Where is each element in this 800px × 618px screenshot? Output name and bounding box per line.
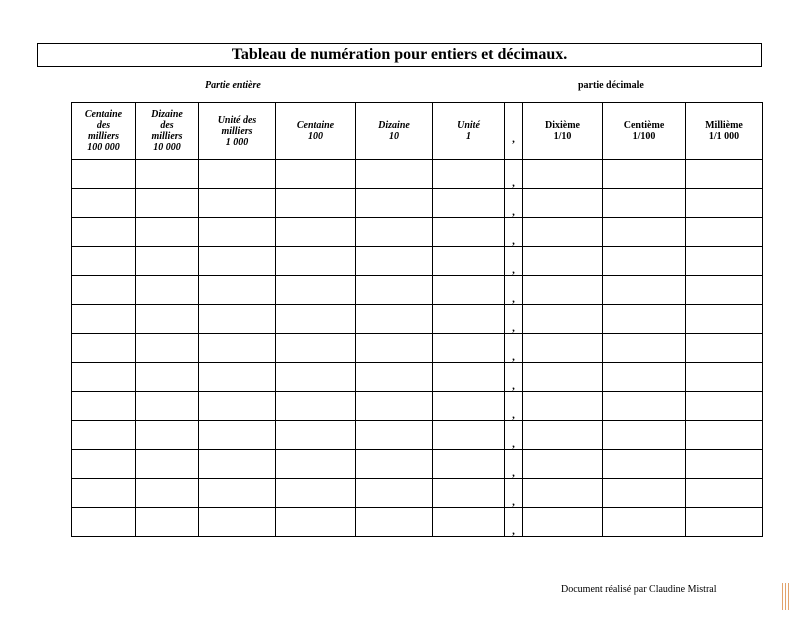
digit-cell xyxy=(356,189,433,218)
column-header: Centaine 100 xyxy=(276,103,356,160)
digit-cell xyxy=(199,479,276,508)
comma-cell: , xyxy=(505,160,523,189)
digit-cell xyxy=(603,189,686,218)
digit-cell xyxy=(603,450,686,479)
digit-cell xyxy=(136,421,199,450)
digit-cell xyxy=(199,421,276,450)
digit-cell xyxy=(276,450,356,479)
digit-cell xyxy=(72,218,136,247)
comma-cell: , xyxy=(505,334,523,363)
digit-cell xyxy=(72,305,136,334)
digit-cell xyxy=(356,334,433,363)
digit-cell xyxy=(276,189,356,218)
comma-cell: , xyxy=(505,276,523,305)
digit-cell xyxy=(72,247,136,276)
column-header-comma: , xyxy=(505,103,523,160)
digit-cell xyxy=(523,276,603,305)
digit-cell xyxy=(72,363,136,392)
digit-cell xyxy=(72,392,136,421)
digit-cell xyxy=(523,450,603,479)
table-row xyxy=(72,363,763,392)
digit-cell xyxy=(433,508,505,537)
digit-cell xyxy=(356,305,433,334)
digit-cell xyxy=(72,334,136,363)
table-row xyxy=(72,450,763,479)
digit-cell xyxy=(72,450,136,479)
digit-cell xyxy=(433,247,505,276)
digit-cell xyxy=(356,276,433,305)
column-header: Unité 1 xyxy=(433,103,505,160)
digit-cell xyxy=(199,160,276,189)
digit-cell xyxy=(433,363,505,392)
digit-cell xyxy=(433,392,505,421)
digit-cell xyxy=(136,508,199,537)
comma-cell: , xyxy=(505,189,523,218)
digit-cell xyxy=(523,363,603,392)
digit-cell xyxy=(356,218,433,247)
digit-cell xyxy=(433,218,505,247)
digit-cell xyxy=(686,247,763,276)
digit-cell xyxy=(136,305,199,334)
digit-cell xyxy=(136,247,199,276)
digit-cell xyxy=(72,508,136,537)
digit-cell xyxy=(523,334,603,363)
digit-cell xyxy=(276,421,356,450)
digit-cell xyxy=(136,392,199,421)
digit-cell xyxy=(199,218,276,247)
digit-cell xyxy=(136,218,199,247)
digit-cell xyxy=(523,508,603,537)
digit-cell xyxy=(523,247,603,276)
table-row xyxy=(72,276,763,305)
digit-cell xyxy=(276,392,356,421)
digit-cell xyxy=(603,218,686,247)
numeration-table xyxy=(71,102,763,537)
table-row xyxy=(72,160,763,189)
digit-cell xyxy=(686,334,763,363)
table-row xyxy=(72,247,763,276)
digit-cell xyxy=(686,450,763,479)
digit-cell xyxy=(433,450,505,479)
digit-cell xyxy=(686,479,763,508)
digit-cell xyxy=(686,508,763,537)
digit-cell xyxy=(356,508,433,537)
comma-cell: , xyxy=(505,392,523,421)
digit-cell xyxy=(136,450,199,479)
digit-cell xyxy=(433,189,505,218)
digit-cell xyxy=(199,450,276,479)
digit-cell xyxy=(523,218,603,247)
digit-cell xyxy=(356,479,433,508)
comma-cell: , xyxy=(505,363,523,392)
digit-cell xyxy=(433,479,505,508)
digit-cell xyxy=(276,276,356,305)
digit-cell xyxy=(603,276,686,305)
comma-cell: , xyxy=(505,479,523,508)
digit-cell xyxy=(276,363,356,392)
digit-cell xyxy=(276,479,356,508)
digit-cell xyxy=(199,334,276,363)
digit-cell xyxy=(433,305,505,334)
digit-cell xyxy=(686,421,763,450)
comma-cell: , xyxy=(505,421,523,450)
digit-cell xyxy=(523,305,603,334)
digit-cell xyxy=(603,421,686,450)
digit-cell xyxy=(276,508,356,537)
table-row xyxy=(72,479,763,508)
digit-cell xyxy=(276,247,356,276)
decimal-part-label: partie décimale xyxy=(578,80,644,91)
digit-cell xyxy=(603,392,686,421)
digit-cell xyxy=(136,276,199,305)
column-header: Dizaine des milliers 10 000 xyxy=(136,103,199,160)
digit-cell xyxy=(276,334,356,363)
table-row xyxy=(72,392,763,421)
digit-cell xyxy=(433,160,505,189)
digit-cell xyxy=(199,363,276,392)
decorative-lines xyxy=(782,583,791,610)
digit-cell xyxy=(356,421,433,450)
digit-cell xyxy=(136,479,199,508)
digit-cell xyxy=(199,508,276,537)
digit-cell xyxy=(603,247,686,276)
comma-cell: , xyxy=(505,508,523,537)
digit-cell xyxy=(199,189,276,218)
column-header: Dizaine 10 xyxy=(356,103,433,160)
digit-cell xyxy=(72,479,136,508)
digit-cell xyxy=(603,160,686,189)
comma-cell: , xyxy=(505,305,523,334)
column-header: Unité des milliers 1 000 xyxy=(199,103,276,160)
digit-cell xyxy=(356,247,433,276)
digit-cell xyxy=(603,334,686,363)
digit-cell xyxy=(686,189,763,218)
digit-cell xyxy=(523,479,603,508)
column-header: Centaine des milliers 100 000 xyxy=(72,103,136,160)
digit-cell xyxy=(136,189,199,218)
table-row xyxy=(72,305,763,334)
digit-cell xyxy=(523,421,603,450)
digit-cell xyxy=(356,450,433,479)
integer-part-label: Partie entière xyxy=(205,80,261,91)
column-header: Millième 1/1 000 xyxy=(686,103,763,160)
digit-cell xyxy=(199,276,276,305)
digit-cell xyxy=(72,160,136,189)
comma-cell: , xyxy=(505,218,523,247)
digit-cell xyxy=(72,189,136,218)
digit-cell xyxy=(523,160,603,189)
digit-cell xyxy=(72,276,136,305)
digit-cell xyxy=(603,305,686,334)
digit-cell xyxy=(686,276,763,305)
digit-cell xyxy=(686,305,763,334)
table-body xyxy=(72,160,763,537)
digit-cell xyxy=(603,479,686,508)
digit-cell xyxy=(276,160,356,189)
digit-cell xyxy=(199,247,276,276)
table-row xyxy=(72,421,763,450)
digit-cell xyxy=(433,421,505,450)
header-row xyxy=(72,103,763,160)
author-credit: Document réalisé par Claudine Mistral xyxy=(561,584,717,595)
digit-cell xyxy=(199,305,276,334)
comma-cell: , xyxy=(505,450,523,479)
digit-cell xyxy=(136,160,199,189)
digit-cell xyxy=(433,276,505,305)
digit-cell xyxy=(72,421,136,450)
digit-cell xyxy=(356,392,433,421)
table-row xyxy=(72,189,763,218)
column-header: Dixième 1/10 xyxy=(523,103,603,160)
digit-cell xyxy=(136,334,199,363)
digit-cell xyxy=(136,363,199,392)
table-row xyxy=(72,508,763,537)
digit-cell xyxy=(686,363,763,392)
digit-cell xyxy=(686,392,763,421)
comma-cell: , xyxy=(505,247,523,276)
digit-cell xyxy=(603,363,686,392)
digit-cell xyxy=(433,334,505,363)
table-row xyxy=(72,218,763,247)
digit-cell xyxy=(686,160,763,189)
digit-cell xyxy=(199,392,276,421)
digit-cell xyxy=(276,218,356,247)
digit-cell xyxy=(686,218,763,247)
digit-cell xyxy=(523,392,603,421)
digit-cell xyxy=(276,305,356,334)
digit-cell xyxy=(603,508,686,537)
table-row xyxy=(72,334,763,363)
page-title: Tableau de numération pour entiers et décimaux. xyxy=(37,43,762,67)
digit-cell xyxy=(356,160,433,189)
digit-cell xyxy=(523,189,603,218)
column-header: Centième 1/100 xyxy=(603,103,686,160)
digit-cell xyxy=(356,363,433,392)
